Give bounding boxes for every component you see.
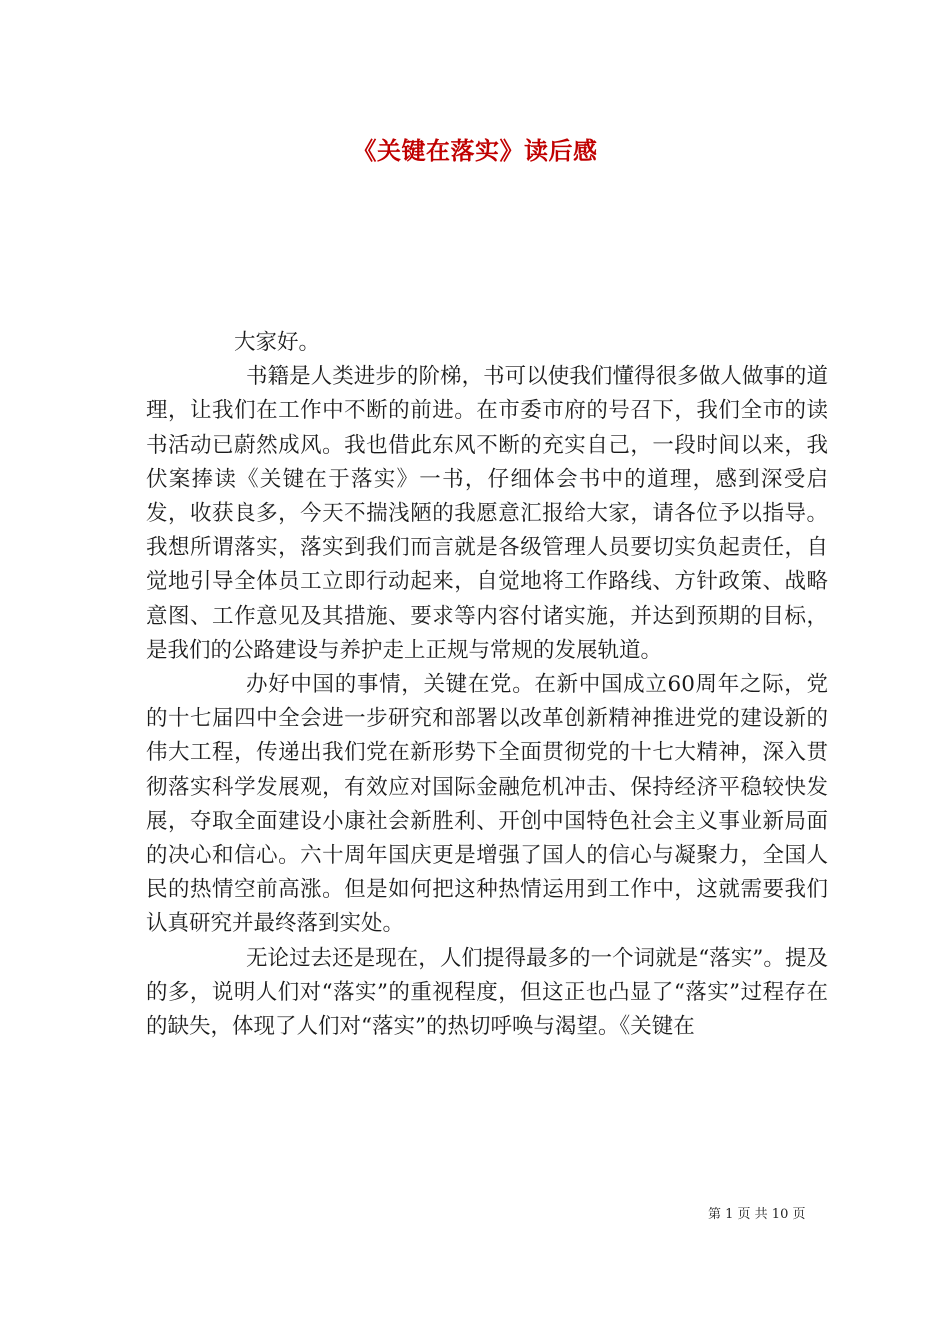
- paragraph-reading-books: 书籍是人类进步的阶梯，书可以使我们懂得很多做人做事的道理，让我们在工作中不断的前进。在市委市府的号召下，我们全市的读书活动已蔚然成风。我也借此东风不断的充实自己，一段时间以来，我伏案捧读《关键在于落实》一书，仔细体会书中的道理，感到深受启发，收获良多，今天不揣浅陋的我愿意汇报给大家，请各位予以指导。我想所谓落实，落实到我们而言就是各级管理人员要切实负起责任，自觉地引导全体员工立即行动起来，自觉地将工作路线、方针政策、战略意图、工作意见及其措施、要求等内容付诸实施，并达到预期的目标，是我们的公路建设与养护走上正规与常规的发展轨道。: [146, 364, 828, 663]
- page-number: 第 1 页 共 10 页: [708, 1207, 806, 1222]
- paragraph-implementation: 无论过去还是现在，人们提得最多的一个词就是“落实”。提及的多，说明人们对“落实”的重视程度，但这正也凸显了“落实”过程存在的缺失，体现了人们对“落实”的热切呼唤与渴望。《关键在: [146, 945, 828, 1040]
- paragraph-party-key: 办好中国的事情，关键在党。在新中国成立60周年之际，党的十七届四中全会进一步研究和部署以改革创新精神推进党的建设新的伟大工程，传递出我们党在新形势下全面贯彻党的十七大精神，深入贯彻落实科学发展观，有效应对国际金融危机冲击、保持经济平稳较快发展，夺取全面建设小康社会新胜利、开创中国特色社会主义事业新局面的决心和信心。六十周年国庆更是增强了国人的信心与凝聚力，全国人民的热情空前高涨。但是如何把这种热情运用到工作中，这就需要我们认真研究并最终落到实处。: [146, 672, 828, 937]
- document-title: 《关键在落实》读后感: [352, 136, 598, 165]
- greeting-line: 大家好。: [234, 330, 321, 355]
- document-body: [146, 326, 828, 1044]
